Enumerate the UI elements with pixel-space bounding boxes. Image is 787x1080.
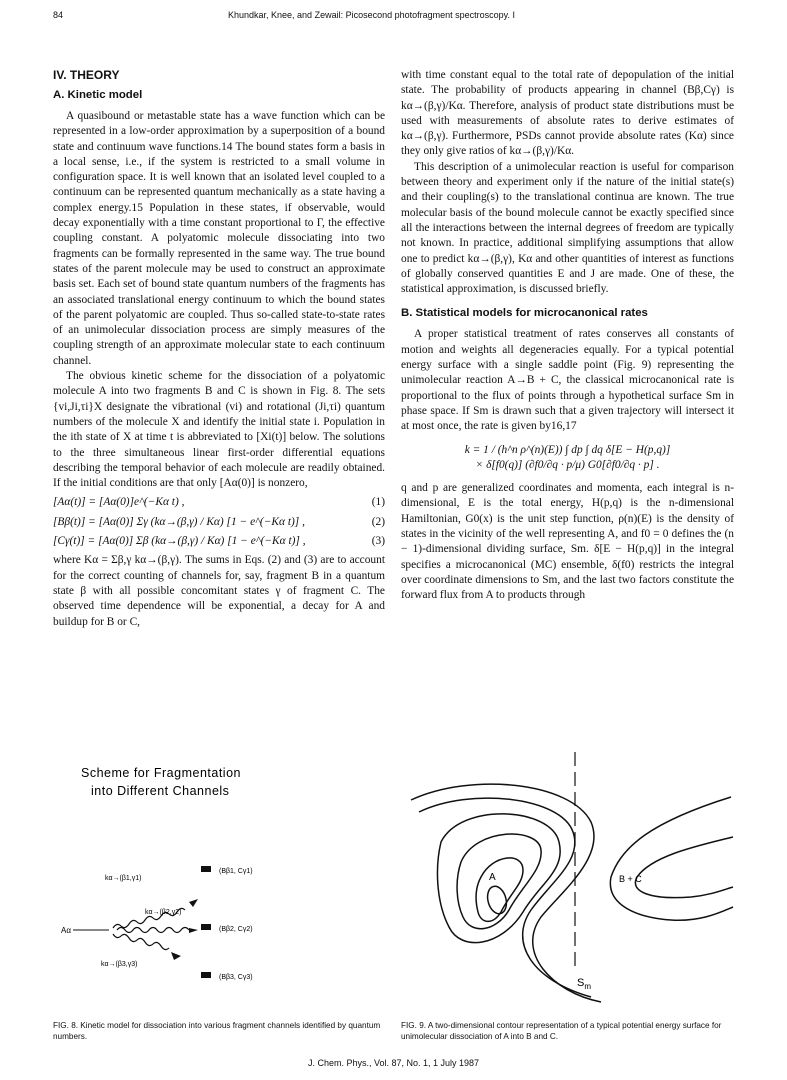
contour-line-8 <box>635 837 733 898</box>
arrowhead-1 <box>189 899 198 907</box>
rate-label-3: kα→(β3,γ3) <box>101 961 138 968</box>
rate-equation-line-1: k = 1 / (h^n ρ^(n)(E)) ∫ dp ∫ dq δ[E − H(p,q)] <box>464 443 671 456</box>
paragraph: A quasibound or metastable state has a wave function which can be represented in a low-order approximation by a superposition of a bound state and continuum wave functions.14 The bound states form a basis in a local sense, i.e., if the system is restricted to a small volume in configuration space. It is well known that an isolated level coupled to a continuum can be represented quantum mechanically as a state having a complex energy.15 Population in these states, if observable, would decay exponentially with a time constant proportional to Γ, the effective coupling constant. A polyatomic molecule dissociating into two fragments can be formally represented in the same way. The true bound states of the parent molecule may be used to construct an approximate basis set. Each set of bound state quantum numbers of the fragments has an associated translational energy continuum to which the bound states of the parent polyatomic are coupled. Thus so-called state-to-state rates of an unimolecular dissociation process are simply measures of the coupling strength of an approximate molecular state to each continuum channel. <box>53 110 385 367</box>
product-marker-3 <box>201 972 211 978</box>
equation-2-number: (2) <box>371 515 385 528</box>
equation-3 <box>53 534 385 549</box>
arrowhead-2 <box>189 928 198 933</box>
journal-footer: J. Chem. Phys., Vol. 87, No. 1, 1 July 1987 <box>307 1058 480 1068</box>
right-column <box>401 68 734 604</box>
paragraph: with time constant equal to the total rate of depopulation of the initial state. The probability of products appearing in channel (Bβ,Cγ) is kα→(β,γ)/Kα. Therefore, analysis of product state distributions must be used with measurements of absolute rates to derive estimates of kα→(β,γ). Furthermore, PSDs cannot provide absolute rates (Kα) since they only give ratios of kα→(β,γ)/Kα. <box>401 69 734 158</box>
figure-8-title-line-2: into Different Channels <box>91 784 230 798</box>
figure-8-kinetic-scheme <box>53 742 385 1017</box>
contour-line-5 <box>476 858 523 921</box>
rate-label-1: kα→(β1,γ1) <box>105 875 142 882</box>
subsection-heading-a: A. Kinetic model <box>53 89 143 101</box>
page-number: 84 <box>53 10 64 20</box>
product-label-1: (Bβ1, Cγ1) <box>219 868 253 875</box>
section-heading: IV. THEORY <box>53 68 120 82</box>
figure-8-title-line-1: Scheme for Fragmentation <box>81 766 241 780</box>
contour-line-3 <box>437 814 560 943</box>
label-S-subscript: m <box>584 982 592 991</box>
subsection-heading-b: B. Statistical models for microcanonical rates <box>401 307 648 320</box>
equation-1-number: (1) <box>371 496 385 509</box>
equation-2 <box>53 515 385 530</box>
contour-line-6 <box>485 884 510 916</box>
label-A: A <box>489 872 496 883</box>
figure-8-caption: FIG. 8. Kinetic model for dissociation into various fragment channels identified by quantum numbers. <box>53 1021 381 1041</box>
product-label-3: (Bβ3, Cγ3) <box>219 974 253 981</box>
arrowhead-3 <box>171 952 181 960</box>
wavy-arrow-2 <box>117 928 189 933</box>
equation-1 <box>53 495 385 510</box>
running-header <box>0 10 787 24</box>
equation-3-body: [Cγ(t)] = [Aα(0)] Σβ (kα→(β,γ) / Kα) [1 − e^(−Kα t)] , <box>53 535 306 548</box>
paragraph: This description of a unimolecular reaction is useful for comparison between theory and experiment only if the nature of the initial state(s) and their coupling(s) to the translational continua are known. The true molecular basis of the bound molecule cannot be exactly specified since all the interactions between the internal degrees of freedom are typically not known. In practice, additional simplifying assumptions that allow one to predict kα→(β,γ), Kα and other quantities of interest as functions of globally conserved quantities E and J are made. One of these, the statistical approximation, is discussed briefly. <box>401 160 734 296</box>
equation-1-body: [Aα(t)] = [Aα(0)]e^(−Kα t) , <box>53 496 185 509</box>
label-Sm <box>577 977 591 991</box>
product-label-2: (Bβ2, Cγ2) <box>219 926 253 933</box>
label-BC: B + C <box>619 874 642 884</box>
contour-line-7 <box>610 797 733 920</box>
product-marker-2 <box>201 924 211 930</box>
running-title: Khundkar, Knee, and Zewail: Picosecond photofragment spectroscopy. I <box>228 10 516 20</box>
label-S: S <box>577 977 585 989</box>
rate-equation-line-2: × δ[f0(q)] (∂f0/∂q · p/μ) G0[∂f0/∂q · p] . <box>475 458 660 471</box>
left-column <box>53 68 385 630</box>
paragraph: A proper statistical treatment of rates conserves all constants of motion and weights all degeneracies equally. For a typical potential energy surface with a single saddle point (Fig. 9) representing the unimolecular reaction A→B + C, the classical microcanonical rate is proportional to the flux of points through a hypothetical surface Sm in phase space. If Sm is drawn such that a given trajectory will intersect it at most once, the rate is given by16,17 <box>401 328 734 433</box>
paragraph: The obvious kinetic scheme for the dissociation of a polyatomic molecule A into two fragments B and C is shown in Fig. 8. The sets {vi,Ji,τi}X designate the vibrational (vi) and rotational (Ji,τi) quantum numbers of the molecule X and identify the initial state i. Population in the ith state of X at time t is abbreviated to [Xi(t)] below. The solutions to the three simultaneous linear first-order differential equations describing the temporal behavior of each molecule are readily obtained. If the initial conditions are that only [Aα(0)] is nonzero, <box>53 370 385 490</box>
figure-9-caption: FIG. 9. A two-dimensional contour representation of a typical potential energy surface for unimolecular dissociation of A into B and C. <box>401 1021 722 1041</box>
rate-equation <box>401 443 734 474</box>
product-marker-1 <box>201 866 211 872</box>
equation-3-number: (3) <box>371 535 385 548</box>
wavy-arrow-3 <box>113 934 169 950</box>
equation-2-body: [Bβ(t)] = [Aα(0)] Σγ (kα→(β,γ) / Kα) [1 − e^(−Kα t)] , <box>53 515 305 528</box>
rate-label-2: kα→(β2,γ2) <box>145 909 182 916</box>
paragraph: q and p are generalized coordinates and momenta, each integral is n-dimensional, E is the total energy, H(p,q) is the n-dimensional Hamiltonian, G0(x) is the unit step function, ρ(n)(E) is the density of states in the vicinity of the well representing A, and f0 = 0 defines the (n − 1)-dimensional dividing surface, Sm. δ[E − H(p,q)] in the integral specifies a microcanonical (MC) ensemble, δ(f0) restricts the integral over coordinate dimensions to Sm, and the last two factors constitute the forward flux from A to products through <box>401 482 734 602</box>
paragraph: where Kα = Σβ,γ kα→(β,γ). The sums in Eqs. (2) and (3) are to account for the correct counting of channels for, say, fragment B in a quantum state β with all possible concomitant states γ of fragment C. The observed time dependence will be exponential, a decay for A and buildup for B or C, <box>53 554 385 628</box>
reactant-label: Aα <box>61 926 71 935</box>
figure-9-contour-plot <box>401 742 734 1017</box>
